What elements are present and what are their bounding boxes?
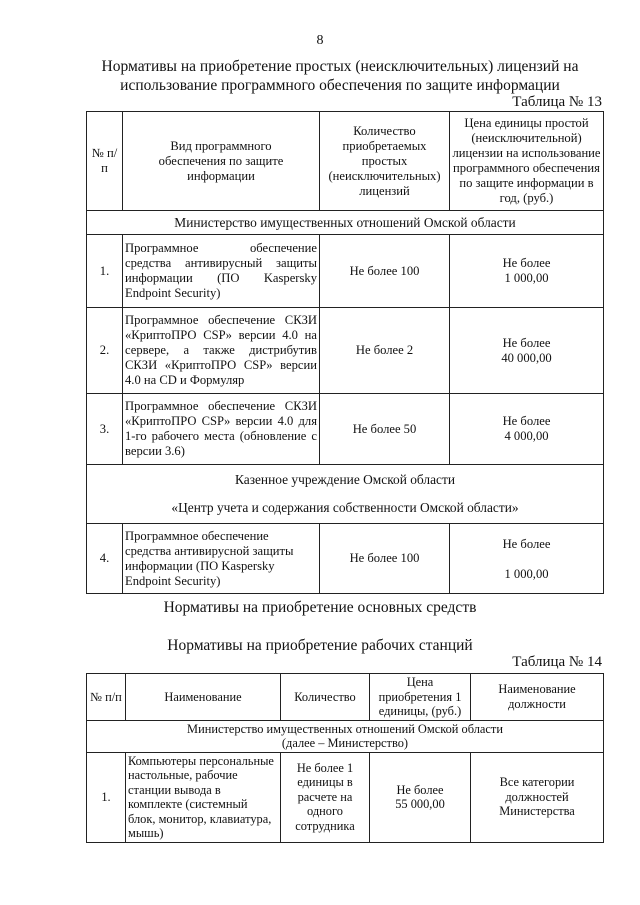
group-row	[87, 211, 604, 235]
row-num: 3.	[87, 394, 123, 465]
row-software: Программное обеспечение средства антивирусной защиты информации (ПО Kaspersky Endpoint Security)	[123, 524, 320, 594]
header-price: Цена единицы простой (неисключительной) лицензии на использование программного обеспечения по защите информации в год, (руб.)	[450, 112, 604, 211]
table13-label: Таблица № 13	[512, 94, 602, 110]
price-value: 4 000,00	[504, 429, 549, 443]
header-num: № п/п	[87, 674, 126, 721]
group-row	[87, 465, 604, 524]
price-prefix: Не более	[396, 782, 444, 797]
table14-label: Таблица № 14	[512, 654, 602, 670]
header-price: Цена приобретения 1 единицы, (руб.)	[370, 674, 471, 721]
table-row	[87, 752, 604, 842]
header-name: Наименование	[126, 674, 281, 721]
header-position: Наименование должности	[471, 674, 604, 721]
row-price	[450, 394, 604, 465]
row-price	[450, 524, 604, 594]
table13	[86, 111, 604, 594]
group-ministry-line1: Министерство имущественных отношений Омской области	[187, 721, 503, 736]
price-prefix: Не более	[502, 414, 551, 428]
row-software: Программное обеспечение СКЗИ «КриптоПРО CSP» версии 4.0 на сервере, а также дистрибутив СКЗИ «КриптоПРО CSP» версии 4.0 на CD и Формуляр	[123, 308, 320, 394]
group-ministry: Министерство имущественных отношений Омской области	[87, 211, 604, 235]
table-row	[87, 235, 604, 308]
group-kazennoe-line2: «Центр учета и содержания собственности Омской области»	[171, 500, 519, 515]
header-num: № п/п	[87, 112, 123, 211]
row-price	[450, 308, 604, 394]
table-row	[87, 308, 604, 394]
group-kazennoe	[87, 465, 604, 524]
price-value: 40 000,00	[501, 350, 552, 365]
row-quantity: Не более 100	[320, 235, 450, 308]
header-software: Вид программного обеспечения по защите информации	[123, 112, 320, 211]
table14-header-row	[87, 674, 604, 721]
row-quantity: Не более 50	[320, 394, 450, 465]
group-kazennoe-line1: Казенное учреждение Омской области	[235, 472, 455, 487]
row-software: Программное обеспечение средства антивирусный защиты информации (ПО Kaspersky Endpoint Security)	[123, 235, 320, 308]
table-row	[87, 394, 604, 465]
table14	[86, 673, 604, 843]
group-row	[87, 720, 604, 752]
row-software: Программное обеспечение СКЗИ «КриптоПРО CSP» версии 4.0 для 1-го рабочего места (обновление с версии 3.6)	[123, 394, 320, 465]
row-quantity: Не более 100	[320, 524, 450, 594]
row-num: 4.	[87, 524, 123, 594]
price-value: 55 000,00	[395, 797, 445, 811]
row-name: Компьютеры персональные настольные, рабочие станции вывода в комплекте (системный блок, монитор, клавиатура, мышь)	[126, 752, 281, 842]
row-quantity: Не более 1 единицы в расчете на одного сотрудника	[281, 752, 370, 842]
row-price	[370, 752, 471, 842]
price-prefix: Не более	[502, 536, 551, 551]
price-value: 1 000,00	[504, 271, 549, 285]
group-ministry-line2: (далее – Министерство)	[281, 736, 409, 750]
table13-title: Нормативы на приобретение простых (неисключительных) лицензий на использование программного обеспечения по защите информации	[101, 58, 579, 94]
row-num: 1.	[87, 235, 123, 308]
table13-header-row	[87, 112, 604, 211]
price-prefix: Не более	[502, 335, 551, 350]
price-value: 1 000,00	[504, 566, 549, 581]
row-num: 1.	[87, 752, 126, 842]
group-ministry	[87, 720, 604, 752]
page-number: 8	[316, 33, 324, 48]
section-main-assets: Нормативы на приобретение основных средств	[163, 599, 477, 616]
price-prefix: Не более	[502, 256, 551, 270]
row-num: 2.	[87, 308, 123, 394]
section-workstations: Нормативы на приобретение рабочих станций	[167, 637, 473, 654]
header-quantity: Количество приобретаемых простых (неисключительных) лицензий	[320, 112, 450, 211]
row-quantity: Не более 2	[320, 308, 450, 394]
table-row	[87, 524, 604, 594]
row-position: Все категории должностей Министерства	[471, 752, 604, 842]
row-price	[450, 235, 604, 308]
header-quantity: Количество	[281, 674, 370, 721]
